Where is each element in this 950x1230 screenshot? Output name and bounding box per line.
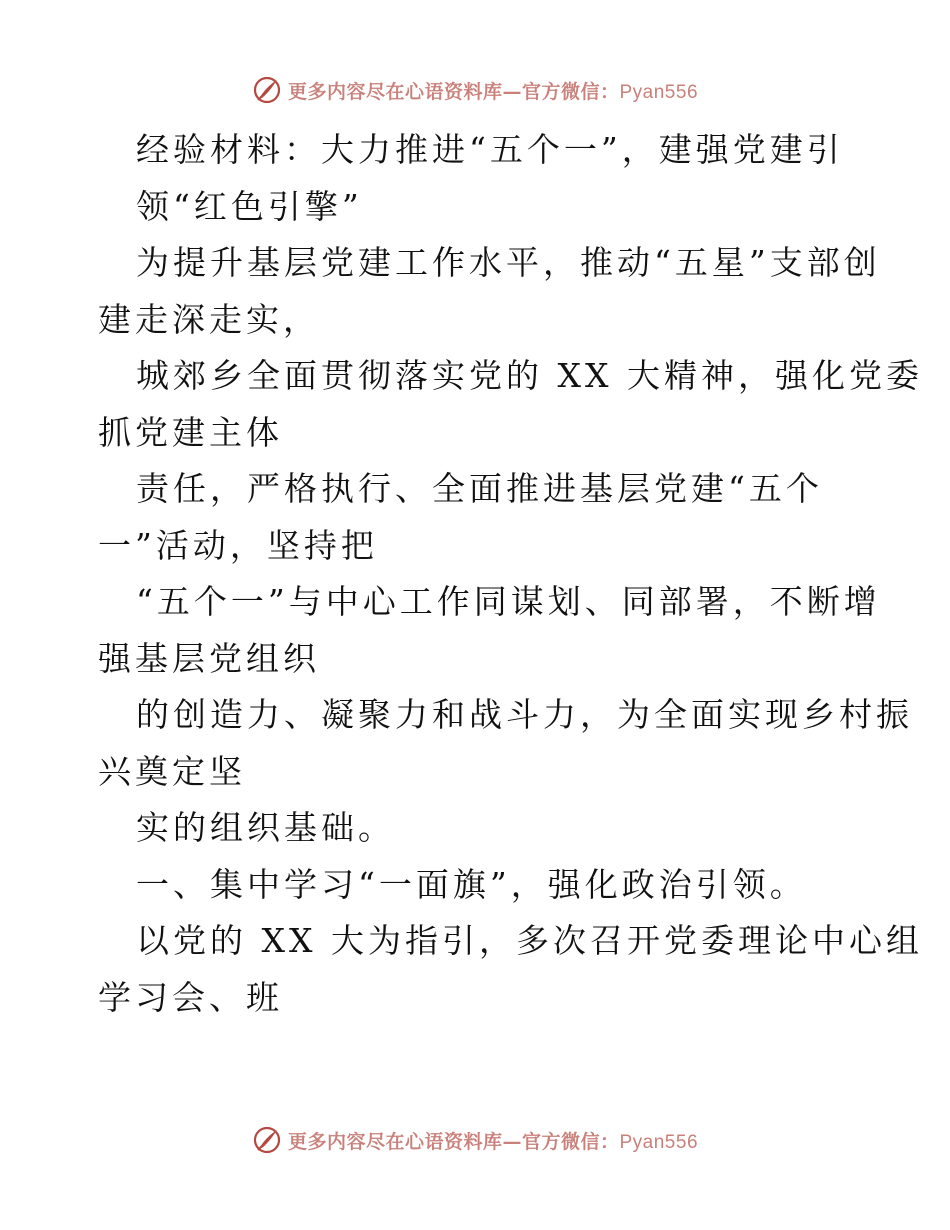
paragraph-line: 以党的 XX 大为指引，多次召开党委理论中心组 bbox=[136, 921, 923, 960]
footer-banner-text: 更多内容尽在心语资料库—官方微信： bbox=[287, 1130, 620, 1153]
paragraph-line: 建走深走实， bbox=[98, 299, 320, 339]
paragraph-line: 城郊乡全面贯彻落实党的 XX 大精神，强化党委 bbox=[136, 356, 923, 395]
paragraph-line: 兴奠定坚 bbox=[98, 751, 246, 791]
paragraph-line: 经验材料：大力推进“五个一”，建强党建引 bbox=[136, 130, 844, 169]
quill-pen-logo-icon bbox=[252, 75, 282, 105]
footer-watermark-banner bbox=[0, 1120, 950, 1160]
paragraph-line: “五个一”与中心工作同谋划、同部署，不断增 bbox=[136, 582, 881, 621]
paragraph-line: 抓党建主体 bbox=[98, 412, 283, 452]
paragraph-line: 的创造力、凝聚力和战斗力，为全面实现乡村振 bbox=[136, 695, 913, 734]
paragraph-line: 为提升基层党建工作水平，推动“五星”支部创 bbox=[136, 243, 881, 282]
document-body bbox=[98, 122, 923, 1026]
paragraph-line: 学习会、班 bbox=[98, 977, 283, 1017]
header-banner-text: 更多内容尽在心语资料库—官方微信： bbox=[287, 80, 620, 103]
quill-pen-logo-icon bbox=[252, 1125, 282, 1155]
paragraph-line: 责任，严格执行、全面推进基层党建“五个 bbox=[136, 469, 823, 508]
header-watermark-banner bbox=[0, 70, 950, 110]
paragraph-line: 实的组织基础。 bbox=[136, 808, 395, 847]
paragraph-line: 一”活动，坚持把 bbox=[98, 525, 378, 565]
footer-wechat-id: Pyan556 bbox=[619, 1131, 699, 1153]
header-wechat-id: Pyan556 bbox=[619, 81, 699, 103]
paragraph-line: 一、集中学习“一面旗”，强化政治引领。 bbox=[136, 864, 807, 904]
paragraph-line: 强基层党组织 bbox=[98, 638, 320, 678]
paragraph-line: 领“红色引擎” bbox=[136, 186, 363, 226]
